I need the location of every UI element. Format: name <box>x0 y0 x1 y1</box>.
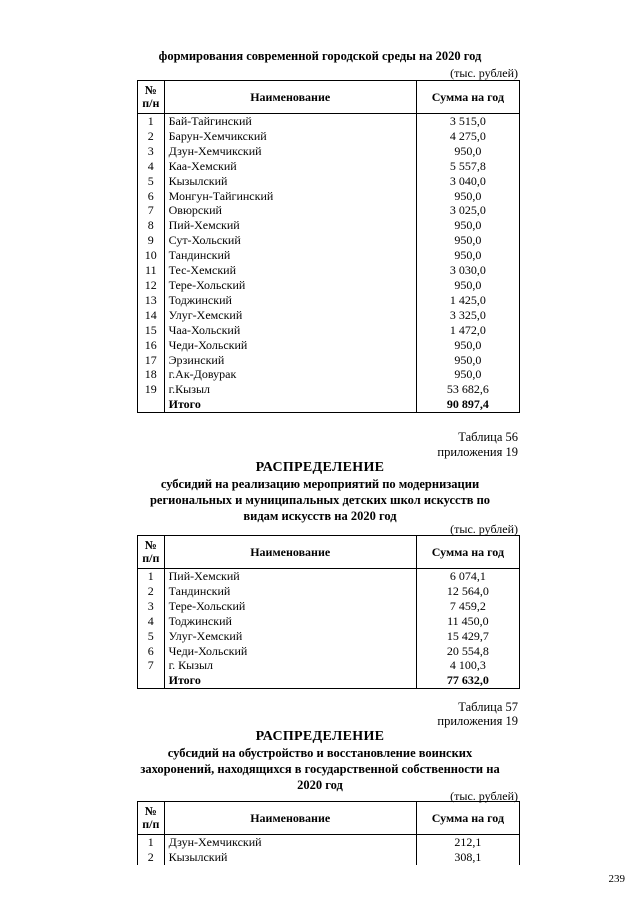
row-num: 1 <box>138 114 165 129</box>
table-row <box>138 248 520 263</box>
table-row <box>138 599 520 614</box>
row-num: 19 <box>138 382 165 397</box>
row-name: Монгун-Тайгинский <box>164 189 416 204</box>
row-num: 11 <box>138 263 165 278</box>
section2-table <box>137 535 520 689</box>
row-name: Дзун-Хемчикский <box>164 835 416 850</box>
row-num: 8 <box>138 218 165 233</box>
section2-subtitle <box>130 476 510 524</box>
row-num: 5 <box>138 629 165 644</box>
row-num: 10 <box>138 248 165 263</box>
row-sum: 4 275,0 <box>416 129 519 144</box>
table-row <box>138 233 520 248</box>
table-row <box>138 614 520 629</box>
row-num: 12 <box>138 278 165 293</box>
table-row <box>138 323 520 338</box>
section1-unit: (тыс. рублей) <box>450 66 518 80</box>
row-sum: 3 025,0 <box>416 203 519 218</box>
row-sum: 950,0 <box>416 353 519 368</box>
table-row <box>138 353 520 368</box>
row-sum: 3 040,0 <box>416 174 519 189</box>
row-name: Улуг-Хемский <box>164 308 416 323</box>
row-name: Тес-Хемский <box>164 263 416 278</box>
table-row <box>138 850 520 865</box>
section3-subtitle-line: субсидий на обустройство и восстановление воинских <box>167 746 473 760</box>
row-num: 2 <box>138 584 165 599</box>
row-num: 6 <box>138 189 165 204</box>
section2-table-label: Таблица 56 <box>458 430 518 444</box>
row-num: 4 <box>138 614 165 629</box>
table-row <box>138 658 520 673</box>
row-name: Овюрский <box>164 203 416 218</box>
total-label: Итого <box>164 397 416 412</box>
section2-subtitle-line: региональных и муниципальных детских школ искусств по <box>149 493 491 507</box>
row-num: 16 <box>138 338 165 353</box>
row-sum: 3 325,0 <box>416 308 519 323</box>
row-name: Бай-Тайгинский <box>164 114 416 129</box>
section3-table-label: Таблица 57 <box>458 700 518 714</box>
table-header-row <box>138 536 520 569</box>
row-name: Кызылский <box>164 174 416 189</box>
row-name: г. Кызыл <box>164 658 416 673</box>
row-name: Тере-Хольский <box>164 278 416 293</box>
row-sum: 20 554,8 <box>416 644 519 659</box>
section2-unit: (тыс. рублей) <box>450 522 518 536</box>
row-num: 1 <box>138 835 165 850</box>
row-sum: 6 074,1 <box>416 569 519 584</box>
row-num: 4 <box>138 159 165 174</box>
table-row <box>138 263 520 278</box>
section2-heading: РАСПРЕДЕЛЕНИЕ <box>255 460 385 475</box>
row-num: 18 <box>138 367 165 382</box>
row-num: 7 <box>138 203 165 218</box>
row-name: Тере-Хольский <box>164 599 416 614</box>
row-num: 2 <box>138 850 165 865</box>
section3-subtitle-line: захоронений, находящихся в государственной собственности на <box>140 762 500 776</box>
row-name: Дзун-Хемчикский <box>164 144 416 159</box>
table-row <box>138 308 520 323</box>
section2-appendix-label: приложения 19 <box>437 445 518 459</box>
row-sum: 308,1 <box>416 850 519 865</box>
row-num: 7 <box>138 658 165 673</box>
section2-subtitle-line: субсидий на реализацию мероприятий по модернизации <box>160 477 480 491</box>
table-row <box>138 338 520 353</box>
row-sum: 950,0 <box>416 233 519 248</box>
row-name: Сут-Хольский <box>164 233 416 248</box>
row-num: 2 <box>138 129 165 144</box>
section1-table <box>137 80 520 413</box>
row-sum: 950,0 <box>416 248 519 263</box>
row-sum: 950,0 <box>416 144 519 159</box>
row-num: 17 <box>138 353 165 368</box>
table-row <box>138 382 520 397</box>
row-num: 15 <box>138 323 165 338</box>
row-name: Чеди-Хольский <box>164 644 416 659</box>
section3-subtitle-line: 2020 год <box>297 778 343 792</box>
total-num <box>138 397 165 412</box>
table-row <box>138 129 520 144</box>
row-sum: 5 557,8 <box>416 159 519 174</box>
header-name: Наименование <box>164 536 416 569</box>
row-sum: 212,1 <box>416 835 519 850</box>
table-row <box>138 278 520 293</box>
row-sum: 11 450,0 <box>416 614 519 629</box>
row-num: 3 <box>138 599 165 614</box>
row-sum: 950,0 <box>416 189 519 204</box>
table-row <box>138 174 520 189</box>
row-name: Пий-Хемский <box>164 569 416 584</box>
section3-appendix-label: приложения 19 <box>437 714 518 728</box>
header-num: № п/п <box>138 536 165 569</box>
row-sum: 3 515,0 <box>416 114 519 129</box>
row-num: 13 <box>138 293 165 308</box>
table-header-row <box>138 81 520 114</box>
table-row <box>138 203 520 218</box>
total-num <box>138 673 165 688</box>
row-name: Улуг-Хемский <box>164 629 416 644</box>
row-sum: 7 459,2 <box>416 599 519 614</box>
section3-unit: (тыс. рублей) <box>450 789 518 803</box>
total-sum: 90 897,4 <box>416 397 519 412</box>
table-header-row <box>138 802 520 835</box>
row-name: Тандинский <box>164 248 416 263</box>
page-number: 239 <box>608 873 625 885</box>
table-row <box>138 189 520 204</box>
table-row <box>138 835 520 850</box>
row-name: Барун-Хемчикский <box>164 129 416 144</box>
section2-subtitle-line: видам искусств на 2020 год <box>243 509 397 523</box>
table-row <box>138 629 520 644</box>
header-name: Наименование <box>164 802 416 835</box>
row-name: Тандинский <box>164 584 416 599</box>
row-name: Тоджинский <box>164 293 416 308</box>
row-sum: 12 564,0 <box>416 584 519 599</box>
row-name: г.Ак-Довурак <box>164 367 416 382</box>
row-num: 14 <box>138 308 165 323</box>
header-sum: Сумма на год <box>416 81 519 114</box>
row-name: Тоджинский <box>164 614 416 629</box>
table-row <box>138 644 520 659</box>
total-sum: 77 632,0 <box>416 673 519 688</box>
row-num: 3 <box>138 144 165 159</box>
row-name: Чаа-Хольский <box>164 323 416 338</box>
row-name: Каа-Хемский <box>164 159 416 174</box>
section3-table <box>137 801 520 865</box>
row-sum: 950,0 <box>416 367 519 382</box>
row-sum: 1 472,0 <box>416 323 519 338</box>
table-row <box>138 293 520 308</box>
row-sum: 950,0 <box>416 338 519 353</box>
table-row <box>138 159 520 174</box>
row-name: Кызылский <box>164 850 416 865</box>
total-row <box>138 673 520 688</box>
header-num: № п/н <box>138 81 165 114</box>
row-sum: 53 682,6 <box>416 382 519 397</box>
table-row <box>138 569 520 584</box>
row-num: 9 <box>138 233 165 248</box>
row-sum: 4 100,3 <box>416 658 519 673</box>
section1-title: формирования современной городской среды на 2020 год <box>158 49 482 63</box>
row-sum: 15 429,7 <box>416 629 519 644</box>
header-name: Наименование <box>164 81 416 114</box>
table-row <box>138 218 520 233</box>
header-sum: Сумма на год <box>416 802 519 835</box>
table-row <box>138 367 520 382</box>
total-row <box>138 397 520 412</box>
row-sum: 950,0 <box>416 278 519 293</box>
header-sum: Сумма на год <box>416 536 519 569</box>
row-num: 5 <box>138 174 165 189</box>
row-num: 6 <box>138 644 165 659</box>
table-row <box>138 144 520 159</box>
section3-heading: РАСПРЕДЕЛЕНИЕ <box>255 729 385 744</box>
row-name: Пий-Хемский <box>164 218 416 233</box>
row-sum: 3 030,0 <box>416 263 519 278</box>
header-num: № п/п <box>138 802 165 835</box>
table-row <box>138 584 520 599</box>
section3-subtitle <box>130 745 510 793</box>
row-name: г.Кызыл <box>164 382 416 397</box>
row-num: 1 <box>138 569 165 584</box>
row-name: Эрзинский <box>164 353 416 368</box>
row-name: Чеди-Хольский <box>164 338 416 353</box>
table-row <box>138 114 520 129</box>
row-sum: 950,0 <box>416 218 519 233</box>
total-label: Итого <box>164 673 416 688</box>
row-sum: 1 425,0 <box>416 293 519 308</box>
